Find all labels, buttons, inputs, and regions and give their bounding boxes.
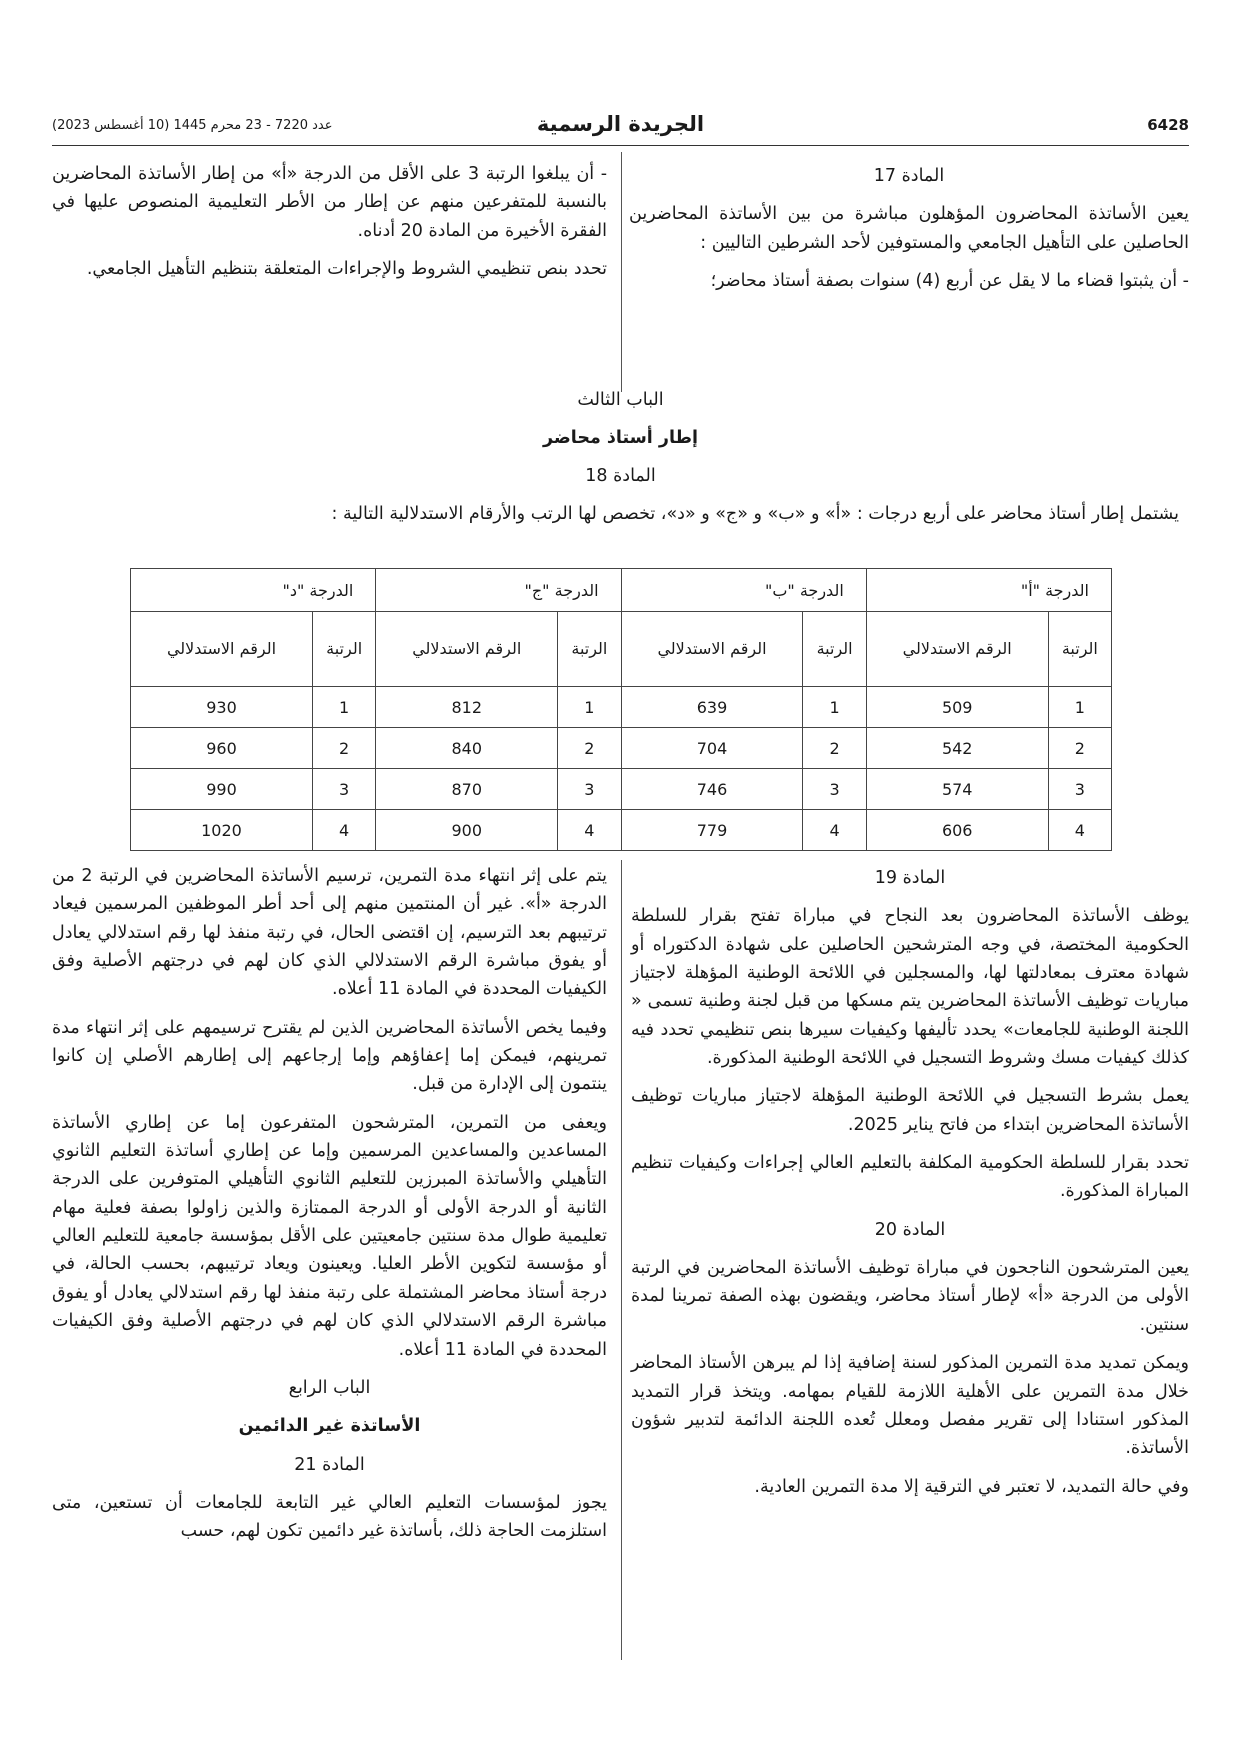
table-cell: 3: [558, 769, 621, 810]
chapter-4-heading: الأساتذة غير الدائمين: [238, 1416, 421, 1437]
table-cell: 746: [621, 769, 803, 810]
table-cell: 2: [803, 728, 866, 769]
grade-b-header: الدرجة "ب": [621, 569, 866, 612]
article-19-title: المادة 19: [874, 868, 946, 888]
table-cell: 812: [376, 687, 558, 728]
table-cell: 779: [621, 810, 803, 851]
article-17-final-paragraph: تحدد بنص تنظيمي الشروط والإجراءات المتعلقة بتنظيم التأهيل الجامعي.: [86, 259, 607, 280]
table-cell: 509: [866, 687, 1048, 728]
rank-header: الرتبة: [558, 612, 621, 687]
page-number: 6428: [1147, 116, 1189, 134]
article-18-intro: يشتمل إطار أستاذ محاضر على أربع درجات : «أ» و «ب» و «ج» و «د»، تخصص لها الرتب والأرقام الاستدلالية التالية :: [331, 504, 1179, 524]
table-cell: 4: [803, 810, 866, 851]
table-row: [131, 687, 1112, 728]
issue-info: عدد 7220 - 23 محرم 1445 (10 أغسطس 2023): [52, 118, 333, 133]
article-17-continuation-column: [52, 160, 607, 293]
table-cell: 3: [312, 769, 375, 810]
chapter-3-label: الباب الثالث: [577, 390, 664, 410]
table-cell: 960: [131, 728, 313, 769]
table-cell: 4: [1048, 810, 1111, 851]
article-17-title: المادة 17: [873, 166, 945, 186]
articles-20-21-column: [52, 862, 607, 1556]
article-19-paragraph-1: يوظف الأساتذة المحاضرون بعد النجاح في مباراة تفتح بقرار للسلطة الحكومية المختصة، في وجه المترشحين الحاصلين على شهادة الدكتوراه أو شهادة معترف بمعادلتها لها، والمسجلين في اللائحة الوطنية المؤهلة لاجتياز مباريات توظيف الأساتذة المحاضرين يتم مسكها من قبل لجنة وطنية تسمى « اللجنة الوطنية للجامعات» يحدد تأليفها وكيفيات سيرها بنص تنظيمي تحدد فيه كذلك كيفيات مسك وشروط التسجيل في اللائحة الوطنية المذكورة.: [631, 906, 1189, 1069]
grade-group-row: [131, 569, 1112, 612]
article-20-paragraph-3: وفي حالة التمديد، لا تعتبر في الترقية إلا مدة التمرين العادية.: [754, 1476, 1189, 1497]
column-header-row: [131, 612, 1112, 687]
table-cell: 2: [1048, 728, 1111, 769]
article-20-paragraph-2: ويمكن تمديد مدة التمرين المذكور لسنة إضافية إذا لم يبرهن الأستاذ المحاضر خلال مدة التمرين على الأهلية اللازمة للقيام بمهامه. ويتخذ قرار التمديد المذكور استنادا إلى تقرير مفصل ومعلل تُعده اللجنة الدائمة لتدبير شؤون الأساتذة.: [631, 1353, 1189, 1459]
grades-table: [130, 568, 1112, 851]
table-cell: 542: [866, 728, 1048, 769]
article-20-title: المادة 20: [874, 1219, 946, 1240]
rank-header: الرتبة: [803, 612, 866, 687]
article-20-paragraph-5: وفيما يخص الأساتذة المحاضرين الذين لم يقترح ترسيمهم على إثر انتهاء مدة تمرينهم، فيمكن إما إعفاؤهم وإما إرجاعهم إلى إطارهم الأصلي إن كانوا ينتمون إلى الإدارة من قبل.: [52, 1017, 607, 1095]
grade-a-header: الدرجة "أ": [866, 569, 1111, 612]
column-divider: [621, 152, 622, 392]
column-divider: [621, 860, 622, 1660]
table-cell: 840: [376, 728, 558, 769]
table-cell: 3: [803, 769, 866, 810]
chapter-3-section: [52, 386, 1189, 536]
article-20-paragraph-4: يتم على إثر انتهاء مدة التمرين، ترسيم الأساتذة المحاضرين في الرتبة 2 من الدرجة «أ». غير أن المنتمين منهم إلى أحد أطر الموظفين المرسمين فيعاد ترتيبهم بعد الترسيم، إن اقتضى الحال، في رتبة منفذ لها رقم استدلالي يعادل أو يفوق مباشرة الرقم الاستدلالي الذي كان لهم في درجتهم الأصلية وفق الكيفيات المحددة في المادة 11 أعلاه.: [52, 866, 607, 1000]
table-row: [131, 728, 1112, 769]
table-cell: 1: [558, 687, 621, 728]
article-17-column: [629, 160, 1189, 305]
table-cell: 900: [376, 810, 558, 851]
rank-header: الرتبة: [1048, 612, 1111, 687]
table-cell: 930: [131, 687, 313, 728]
table-cell: 639: [621, 687, 803, 728]
table-row: [131, 810, 1112, 851]
table-cell: 574: [866, 769, 1048, 810]
table-cell: 1: [312, 687, 375, 728]
index-header: الرقم الاستدلالي: [131, 612, 313, 687]
gazette-title: الجريدة الرسمية: [536, 112, 705, 136]
table-cell: 2: [312, 728, 375, 769]
table-cell: 1: [1048, 687, 1111, 728]
page-header: [52, 112, 1189, 142]
index-header: الرقم الاستدلالي: [376, 612, 558, 687]
table-cell: 2: [558, 728, 621, 769]
table-cell: 606: [866, 810, 1048, 851]
article-19-paragraph-2: يعمل بشرط التسجيل في اللائحة الوطنية المؤهلة لاجتياز مباريات توظيف الأساتذة المحاضرين ابتداء من فاتح يناير 2025.: [631, 1086, 1189, 1135]
table-row: [131, 769, 1112, 810]
grade-d-header: الدرجة "د": [131, 569, 376, 612]
article-17-condition-1: - أن يثبتوا قضاء ما لا يقل عن أربع (4) سنوات بصفة أستاذ محاضر؛: [710, 271, 1189, 292]
article-21-title: المادة 21: [294, 1454, 365, 1475]
chapter-4-label: الباب الرابع: [288, 1377, 371, 1398]
articles-19-20-column: [631, 862, 1189, 1511]
table-cell: 1: [803, 687, 866, 728]
table-cell: 870: [376, 769, 558, 810]
article-19-paragraph-3: تحدد بقرار للسلطة الحكومية المكلفة بالتعليم العالي إجراءات وكيفيات تنظيم المباراة المذكورة.: [631, 1153, 1189, 1202]
article-17-condition-2: - أن يبلغوا الرتبة 3 على الأقل من الدرجة «أ» من إطار الأساتذة المحاضرين بالنسبة للمتفرعين منهم عن إطار من الأطر التعليمية المنصوص عليها في الفقرة الأخيرة من المادة 20 أدناه.: [52, 164, 608, 241]
table-cell: 1020: [131, 810, 313, 851]
table-cell: 3: [1048, 769, 1111, 810]
table-cell: 704: [621, 728, 803, 769]
article-20-paragraph-6: ويعفى من التمرين، المترشحون المتفرعون إما عن إطاري الأساتذة المساعدين والمساعدين المرسمين وإما عن إطاري أساتذة التعليم الثانوي التأهيلي والأساتذة المبرزين للتعليم الثانوي التأهيلي المتوفرين على الدرجة الثانية أو الدرجة الأولى أو الدرجة الممتازة والذين زاولوا بصفة فعلية مهام تعليمية طوال مدة سنتين جامعيتين على الأقل بمؤسسة جامعية للتعليم العالي أو مؤسسة لتكوين الأطر العليا. ويعينون ويعاد ترتيبهم، بحسب الحالة، في درجة أستاذ محاضر المشتملة على رتبة منفذ لها رقم استدلالي يعادل أو يفوق مباشرة الرقم الاستدلالي الذي كان لهم في درجتهم الأصلية وفق الكيفيات المحددة في المادة 11 أعلاه.: [52, 1112, 607, 1360]
article-18-title: المادة 18: [585, 466, 656, 486]
table-cell: 4: [312, 810, 375, 851]
article-20-paragraph-1: يعين المترشحون الناجحون في مباراة توظيف الأساتذة المحاضرين في الرتبة الأولى من الدرجة «أ» لإطار أستاذ محاضر، ويقضون بهذه الصفة تمرينا لمدة سنتين.: [631, 1258, 1189, 1335]
chapter-3-heading: إطار أستاذ محاضر: [542, 428, 699, 448]
table-cell: 990: [131, 769, 313, 810]
grade-c-header: الدرجة "ج": [376, 569, 621, 612]
table-cell: 4: [558, 810, 621, 851]
index-header: الرقم الاستدلالي: [621, 612, 803, 687]
rank-header: الرتبة: [312, 612, 375, 687]
index-header: الرقم الاستدلالي: [866, 612, 1048, 687]
article-21-paragraph: يجوز لمؤسسات التعليم العالي غير التابعة للجامعات أن تستعين، متى استلزمت الحاجة ذلك، بأساتذة غير دائمين تكون لهم، حسب: [52, 1492, 607, 1542]
header-divider: [52, 145, 1189, 146]
article-17-paragraph: يعين الأساتذة المحاضرون المؤهلون مباشرة من بين الأساتذة المحاضرين الحاصلين على التأهيل الجامعي والمستوفين لأحد الشرطين التاليين :: [629, 204, 1189, 253]
